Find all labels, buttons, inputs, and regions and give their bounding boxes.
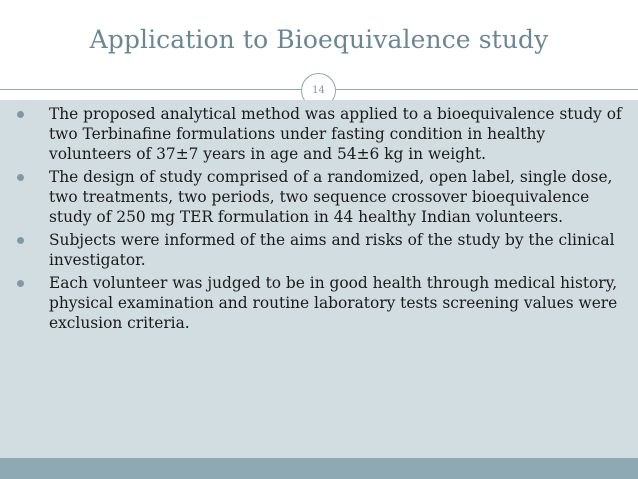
- bullet-text: Each volunteer was judged to be in good health through medical history, physical examination and routine laboratory tests screening values were exclusion criteria.: [49, 274, 618, 332]
- bullet-item: [14, 230, 626, 270]
- page-number: 14: [301, 73, 336, 108]
- bullet-item: [14, 273, 626, 333]
- bullet-list: [14, 104, 626, 336]
- slide-title: Application to Bioequivalence study: [89, 25, 549, 54]
- bullet-text: The design of study comprised of a randomized, open label, single dose, two treatments, two periods, two sequence crossover bioequivalence study of 250 mg TER formulation in 44 healthy Indian volunteers.: [49, 168, 613, 226]
- bullet-text: The proposed analytical method was applied to a bioequivalence study of two Terbinafine formulations under fasting condition in healthy volunteers of 37±7 years in age and 54±6 kg in weight.: [49, 105, 622, 163]
- footer-bar: [0, 458, 638, 479]
- circle-bullet-icon: [17, 174, 24, 181]
- circle-bullet-icon: [17, 237, 24, 244]
- circle-bullet-icon: [17, 280, 24, 287]
- circle-bullet-icon: [17, 111, 24, 118]
- bullet-item: [14, 167, 626, 227]
- bullet-text: Subjects were informed of the aims and risks of the study by the clinical investigator.: [49, 231, 615, 269]
- bullet-item: [14, 104, 626, 164]
